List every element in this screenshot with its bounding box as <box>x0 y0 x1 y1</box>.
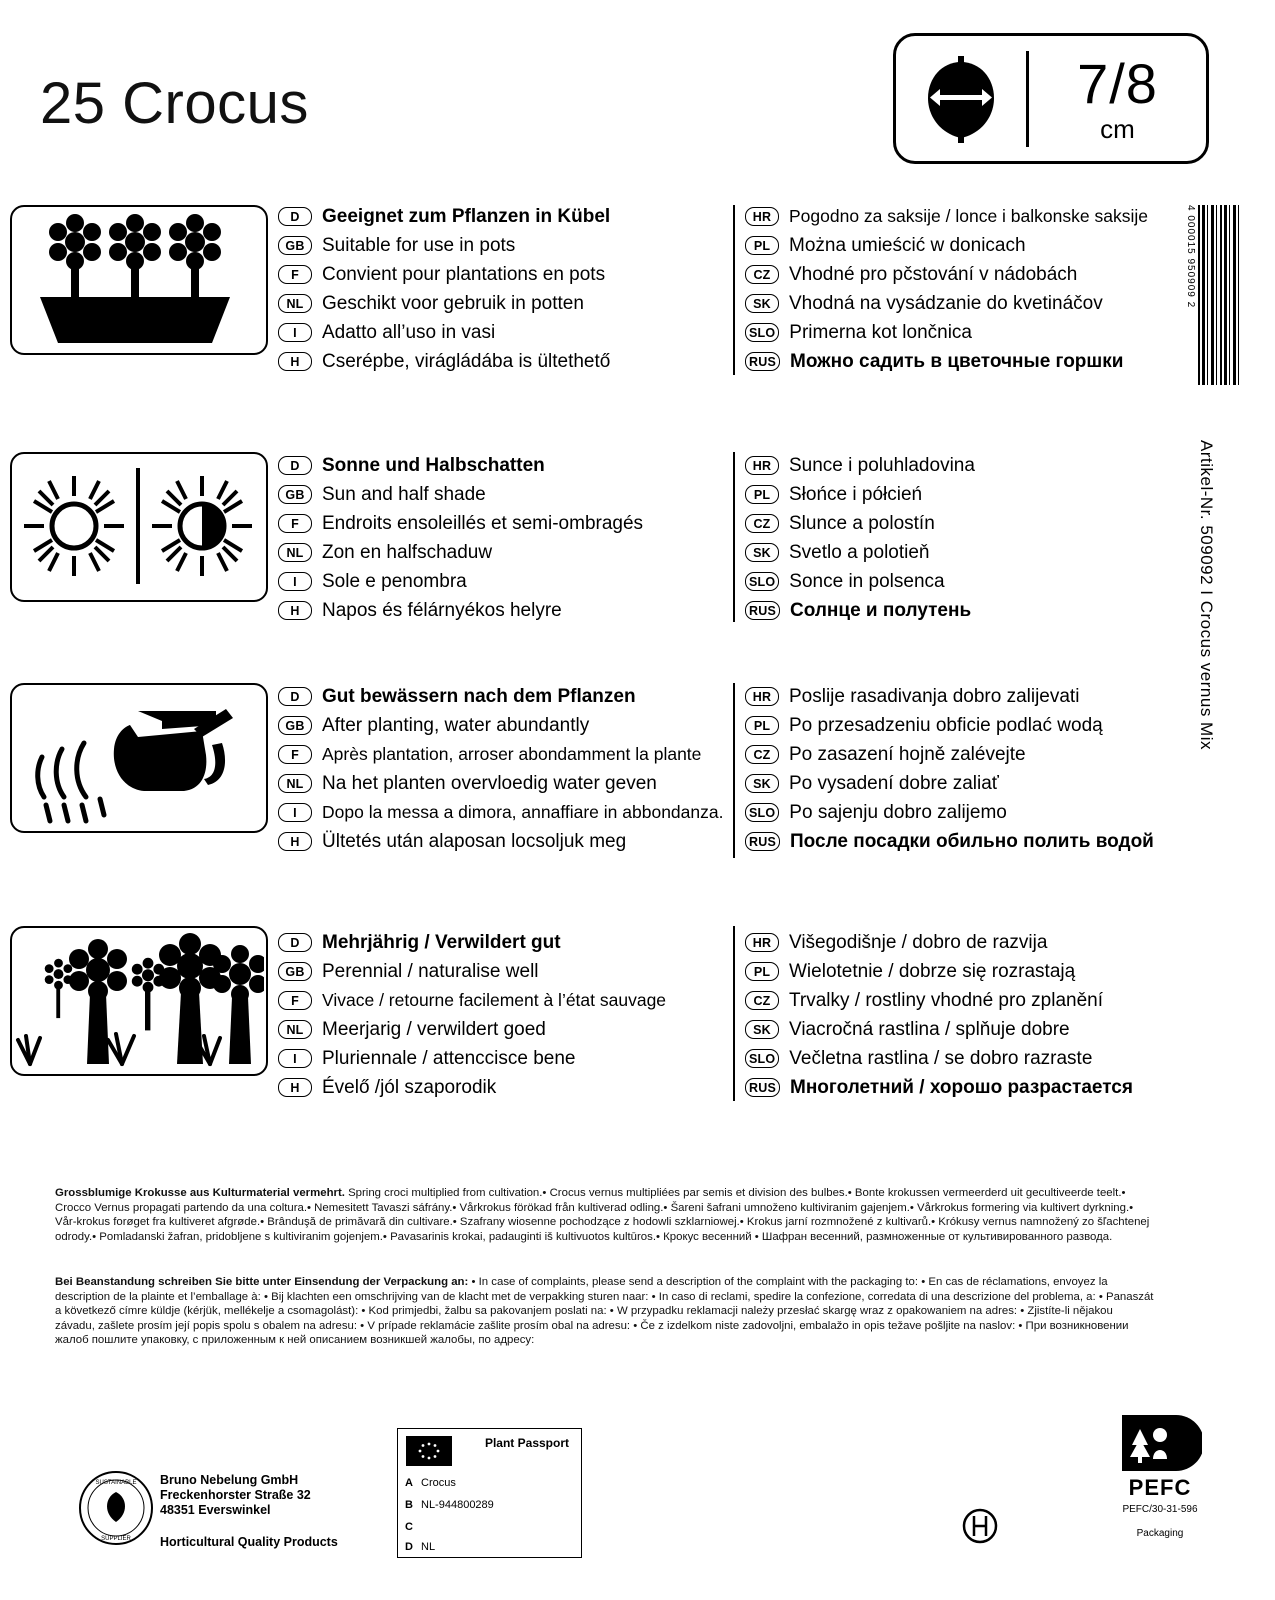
lang-tag: GB <box>278 485 312 504</box>
lang-tag: D <box>278 933 312 952</box>
lang-text: Poslije rasadivanja dobro zalijevati <box>789 685 1080 707</box>
green-dot-icon <box>962 1508 998 1544</box>
lang-line <box>745 799 1190 826</box>
lang-tag: GB <box>278 716 312 735</box>
lang-line <box>745 1074 1190 1101</box>
company-street: Freckenhorster Straße 32 <box>160 1488 311 1502</box>
lang-line <box>278 683 728 710</box>
svg-text:SUPPLIER: SUPPLIER <box>101 1536 131 1542</box>
lang-text: Endroits ensoleillés et semi-ombragés <box>322 512 644 534</box>
lang-tag: CZ <box>745 265 779 284</box>
lang-line <box>278 958 728 985</box>
watering-can-icon <box>10 683 268 833</box>
lang-tag: HR <box>745 687 779 706</box>
bulb-icon <box>896 54 1026 144</box>
article-number-side-text: Artikel-Nr. 509092 I Crocus vernus Mix <box>1197 440 1216 750</box>
plant-passport-title: Plant Passport <box>484 1436 569 1450</box>
company-tagline: Horticultural Quality Products <box>160 1535 338 1549</box>
lang-line <box>745 452 1190 479</box>
lang-text: Po sajenju dobro zalijemo <box>789 801 1007 823</box>
lang-text: After planting, water abundantly <box>322 714 590 736</box>
lang-text: Sunce i poluhladovina <box>789 454 975 476</box>
languages-right-sun <box>745 452 1190 626</box>
cultivation-paragraph <box>55 1186 1155 1244</box>
lang-line <box>278 1016 728 1043</box>
lang-tag: F <box>278 745 312 764</box>
lang-tag: HR <box>745 933 779 952</box>
lang-text: После посадки обильно полить водой <box>790 830 1154 852</box>
pefc-code: PEFC/30-31-596 <box>1122 1504 1198 1515</box>
lang-tag: I <box>278 803 312 822</box>
company-city: 48351 Everswinkel <box>160 1503 271 1517</box>
lang-text: Večletna rastlina / se dobro razraste <box>789 1047 1093 1069</box>
complaints-paragraph <box>55 1275 1155 1348</box>
lang-tag: NL <box>278 1020 312 1039</box>
lang-tag: PL <box>745 962 779 981</box>
bulb-size-badge <box>893 33 1209 164</box>
lang-line <box>745 232 1190 259</box>
lang-text: Adatto all’uso in vasi <box>322 321 496 343</box>
lang-line <box>745 539 1190 566</box>
lang-text: Viacročná rastlina / splňuje dobre <box>789 1018 1070 1040</box>
lang-line <box>745 929 1190 956</box>
lang-line <box>745 683 1190 710</box>
lang-text: Можно садить в цветочные горшки <box>790 350 1124 372</box>
lang-line <box>278 348 728 375</box>
lang-line <box>745 481 1190 508</box>
lang-tag: SLO <box>745 572 779 591</box>
lang-line <box>278 929 728 956</box>
lang-text: Po zasazení hojně zalévejte <box>789 743 1026 765</box>
lang-tag: CZ <box>745 745 779 764</box>
languages-right-perennial <box>745 929 1190 1103</box>
lang-line <box>278 1045 728 1072</box>
lang-text: Convient pour plantations en pots <box>322 263 606 285</box>
barcode-bars <box>1198 205 1242 385</box>
lang-text: Geschikt voor gebruik in potten <box>322 292 584 314</box>
lang-text: Na het planten overvloedig water geven <box>322 772 657 794</box>
lang-tag: PL <box>745 236 779 255</box>
complaints-paragraph-body: • In case of complaints, please send a description of the complaint with the packaging to: • En cas de réclamations, envoyez la description de la plainte et l’emballage à: • Bij klachten een omschrijving van de klacht met de verpakking sturen naar: • In caso di reclami, spedire la confezione, corredata di una descrizione del problema, a: • Panaszát a következő címre küldje (kérjük, mellékelje a csomagolást): • Kod primjedbi, žalbu sa pakovanjem poslati na: • W przypadku reklamacji należy przesłać skargę wraz z opakowaniem na adres: • Zjistíte-li nějakou závadu, zašlete prosím její popis spolu s obalem na adresu: • V prípade reklamácie zašlite prosím obal na adresu: • Če z izdelkom niste zadovoljni, embalažo in opis težave pošljite na naslov: • При возникновении жалоб пошлите упаковку, с приложенным к ней описанием возникшей жалобы, по адресу: <box>55 1276 1154 1346</box>
lang-line <box>278 261 728 288</box>
lang-line <box>278 828 728 855</box>
pefc-packaging-label: Packaging <box>1136 1528 1184 1539</box>
lang-tag: PL <box>745 485 779 504</box>
passport-row <box>405 1521 421 1533</box>
lang-tag: CZ <box>745 514 779 533</box>
passport-key: A <box>405 1477 413 1489</box>
languages-right-pots <box>745 203 1190 377</box>
lang-tag: F <box>278 991 312 1010</box>
sustainable-supplier-logo <box>78 1470 154 1546</box>
lang-line <box>745 261 1190 288</box>
lang-tag: GB <box>278 962 312 981</box>
pefc-mark-icon <box>1118 1415 1202 1473</box>
lang-text: Pogodno za saksije / lonce i balkonske saksije <box>789 206 1148 226</box>
lang-text: Napos és félárnyékos helyre <box>322 599 562 621</box>
lang-line <box>745 597 1190 624</box>
lang-tag: I <box>278 572 312 591</box>
lang-line <box>278 597 728 624</box>
cultivation-paragraph-body: Spring croci multiplied from cultivation.• Crocus vernus multipliées par semis et division des bulbes.• Bonte krokussen vermeerderd uit gecultiveerde teelt.• Crocco Vernus propagati partendo da una coltura.• Nemesitett Tavaszi sáfrány.• Vårkrokus förökad från kultiverad odling.• Šareni šafrani umnoženo kultiviranim gajenjem.• Vårkrokus formering via kultivert dyrkning.• Vår-krokus forøget fra kultiveret afgrøde.• Brânduşă de primăvară din cultivare.• Szafrany wiosenne pochodzące z hodowli szklarniowej.• Krokus jarní rozmnožené z kultivarů.• Krókusy vernus namnožený zo šľachtenej odrody.• Pomladanski žafran, pridobljene s kultiviranim gojenjem.• Pavasarinis krokai, padauginti iš kultivuotos kultūros.• Крокус весенний • Шафран весенний, размноженные от культивированного развода. <box>55 1187 1150 1243</box>
barcode-digits: 4 000015 950909 2 <box>1185 205 1196 309</box>
lang-line <box>278 712 728 739</box>
lang-tag: HR <box>745 456 779 475</box>
lang-line <box>745 770 1190 797</box>
lang-text: Višegodišnje / dobro de razvija <box>789 931 1048 953</box>
lang-tag: D <box>278 456 312 475</box>
lang-line <box>745 741 1190 768</box>
lang-tag: SK <box>745 294 779 313</box>
lang-line <box>745 1045 1190 1072</box>
lang-text: Vivace / retourne facilement à l’état sauvage <box>322 990 667 1010</box>
lang-line <box>745 987 1190 1014</box>
passport-key: D <box>405 1541 413 1553</box>
lang-tag: SLO <box>745 323 779 342</box>
lang-line <box>745 510 1190 537</box>
column-divider <box>733 683 735 858</box>
lang-line <box>278 987 728 1014</box>
languages-left-pots <box>278 203 728 377</box>
passport-row <box>405 1541 435 1553</box>
column-divider <box>733 452 735 622</box>
page-title: 25 Crocus <box>40 71 309 136</box>
languages-left-perennial <box>278 929 728 1103</box>
lang-tag: CZ <box>745 991 779 1010</box>
lang-line <box>278 1074 728 1101</box>
lang-tag: SLO <box>745 803 779 822</box>
lang-text: Po vysadení dobre zaliať <box>789 772 999 794</box>
lang-text: Многолетний / хорошо разрастается <box>790 1076 1133 1098</box>
languages-left-sun <box>278 452 728 626</box>
cultivation-paragraph-lead: Grossblumige Krokusse aus Kulturmaterial vermehrt. <box>55 1187 345 1199</box>
lang-text: Svetlo a polotieň <box>789 541 930 563</box>
lang-text: Vhodné pro pčstování v nádobách <box>789 263 1078 285</box>
lang-text: Après plantation, arroser abondamment la plante <box>322 744 702 764</box>
lang-text: Cserépbe, virágládába is ültethető <box>322 350 611 372</box>
passport-key: B <box>405 1499 413 1511</box>
lang-line <box>278 232 728 259</box>
lang-line <box>745 1016 1190 1043</box>
lang-tag: RUS <box>745 601 780 620</box>
lang-tag: F <box>278 514 312 533</box>
lang-tag: H <box>278 1078 312 1097</box>
lang-tag: D <box>278 687 312 706</box>
lang-text: Po przesadzeniu obficie podlać wodą <box>789 714 1103 736</box>
lang-tag: SK <box>745 543 779 562</box>
lang-tag: D <box>278 207 312 226</box>
lang-tag: H <box>278 832 312 851</box>
lang-tag: SLO <box>745 1049 779 1068</box>
lang-tag: NL <box>278 294 312 313</box>
lang-text: Można umieścić w donicach <box>789 234 1026 256</box>
column-divider <box>733 926 735 1101</box>
sun-halfshade-icon <box>10 452 268 602</box>
lang-line <box>278 319 728 346</box>
pefc-name: PEFC <box>1128 1475 1192 1500</box>
lang-text: Meerjarig / verwildert goed <box>322 1018 546 1040</box>
lang-text: Ültetés után alaposan locsoljuk meg <box>322 830 627 852</box>
plant-passport <box>397 1428 582 1558</box>
lang-text: Geeignet zum Pflanzen in Kübel <box>322 205 611 227</box>
lang-text: Wielotetnie / dobrze się rozrastają <box>789 960 1076 982</box>
lang-tag: H <box>278 352 312 371</box>
lang-line <box>278 539 728 566</box>
passport-value: NL-944800289 <box>421 1499 494 1511</box>
passport-row <box>405 1499 494 1511</box>
lang-text: Suitable for use in pots <box>322 234 516 256</box>
lang-tag: SK <box>745 774 779 793</box>
lang-tag: PL <box>745 716 779 735</box>
lang-line <box>278 568 728 595</box>
lang-tag: I <box>278 1049 312 1068</box>
lang-tag: SK <box>745 1020 779 1039</box>
passport-key: C <box>405 1521 413 1533</box>
lang-text: Perennial / naturalise well <box>322 960 539 982</box>
lang-line <box>745 828 1190 855</box>
column-divider <box>733 205 735 375</box>
complaints-paragraph-lead: Bei Beanstandung schreiben Sie bitte unter Einsendung der Verpackung an: <box>55 1276 469 1288</box>
lang-line <box>278 290 728 317</box>
lang-line <box>745 348 1190 375</box>
company-name: Bruno Nebelung GmbH <box>160 1473 299 1487</box>
lang-tag: F <box>278 265 312 284</box>
lang-line <box>745 319 1190 346</box>
languages-left-water <box>278 683 728 857</box>
lang-text: Slunce a polostín <box>789 512 935 534</box>
lang-text: Sole e penombra <box>322 570 467 592</box>
lang-line <box>745 290 1190 317</box>
lang-line <box>278 510 728 537</box>
naturalising-flowers-icon <box>10 926 268 1076</box>
languages-right-water <box>745 683 1190 857</box>
lang-line <box>278 203 728 230</box>
lang-tag: GB <box>278 236 312 255</box>
svg-text:SUSTAINABLE: SUSTAINABLE <box>95 1480 137 1486</box>
lang-tag: RUS <box>745 352 780 371</box>
lang-tag: NL <box>278 774 312 793</box>
lang-text: Dopo la messa a dimora, annaffiare in abbondanza. <box>322 802 724 822</box>
lang-tag: RUS <box>745 832 780 851</box>
lang-line <box>278 481 728 508</box>
lang-tag: H <box>278 601 312 620</box>
lang-text: Солнце и полутень <box>790 599 972 621</box>
lang-text: Trvalky / rostliny vhodné pro zplanění <box>789 989 1104 1011</box>
lang-text: Słońce i półcień <box>789 483 923 505</box>
lang-text: Mehrjährig / Verwildert gut <box>322 931 561 953</box>
bulb-size-value: 7/8 <box>1077 51 1158 115</box>
lang-text: Gut bewässern nach dem Pflanzen <box>322 685 636 707</box>
lang-text: Sun and half shade <box>322 483 486 505</box>
lang-line <box>278 799 728 826</box>
lang-text: Primerna kot lončnica <box>789 321 972 343</box>
pefc-logo <box>1105 1415 1215 1539</box>
lang-text: Pluriennale / attenccisce bene <box>322 1047 576 1069</box>
lang-tag: RUS <box>745 1078 780 1097</box>
lang-text: Sonce in polsenca <box>789 570 945 592</box>
lang-text: Évelő /jól szaporodik <box>322 1076 497 1098</box>
lang-tag: NL <box>278 543 312 562</box>
lang-text: Sonne und Halbschatten <box>322 454 545 476</box>
lang-line <box>745 958 1190 985</box>
company-address <box>160 1473 338 1550</box>
lang-line <box>745 712 1190 739</box>
lang-line <box>278 452 728 479</box>
lang-tag: I <box>278 323 312 342</box>
bulb-size-unit: cm <box>1100 113 1135 144</box>
lang-text: Zon en halfschaduw <box>322 541 493 563</box>
lang-line <box>278 770 728 797</box>
lang-line <box>745 203 1190 230</box>
passport-value: NL <box>421 1541 436 1553</box>
lang-line <box>745 568 1190 595</box>
passport-value: Crocus <box>421 1477 456 1489</box>
lang-line <box>278 741 728 768</box>
flower-pot-icon <box>10 205 268 355</box>
lang-text: Vhodná na vysádzanie do kvetináčov <box>789 292 1103 314</box>
eu-flag-icon <box>406 1436 452 1466</box>
passport-row <box>405 1477 456 1489</box>
lang-tag: HR <box>745 207 779 226</box>
